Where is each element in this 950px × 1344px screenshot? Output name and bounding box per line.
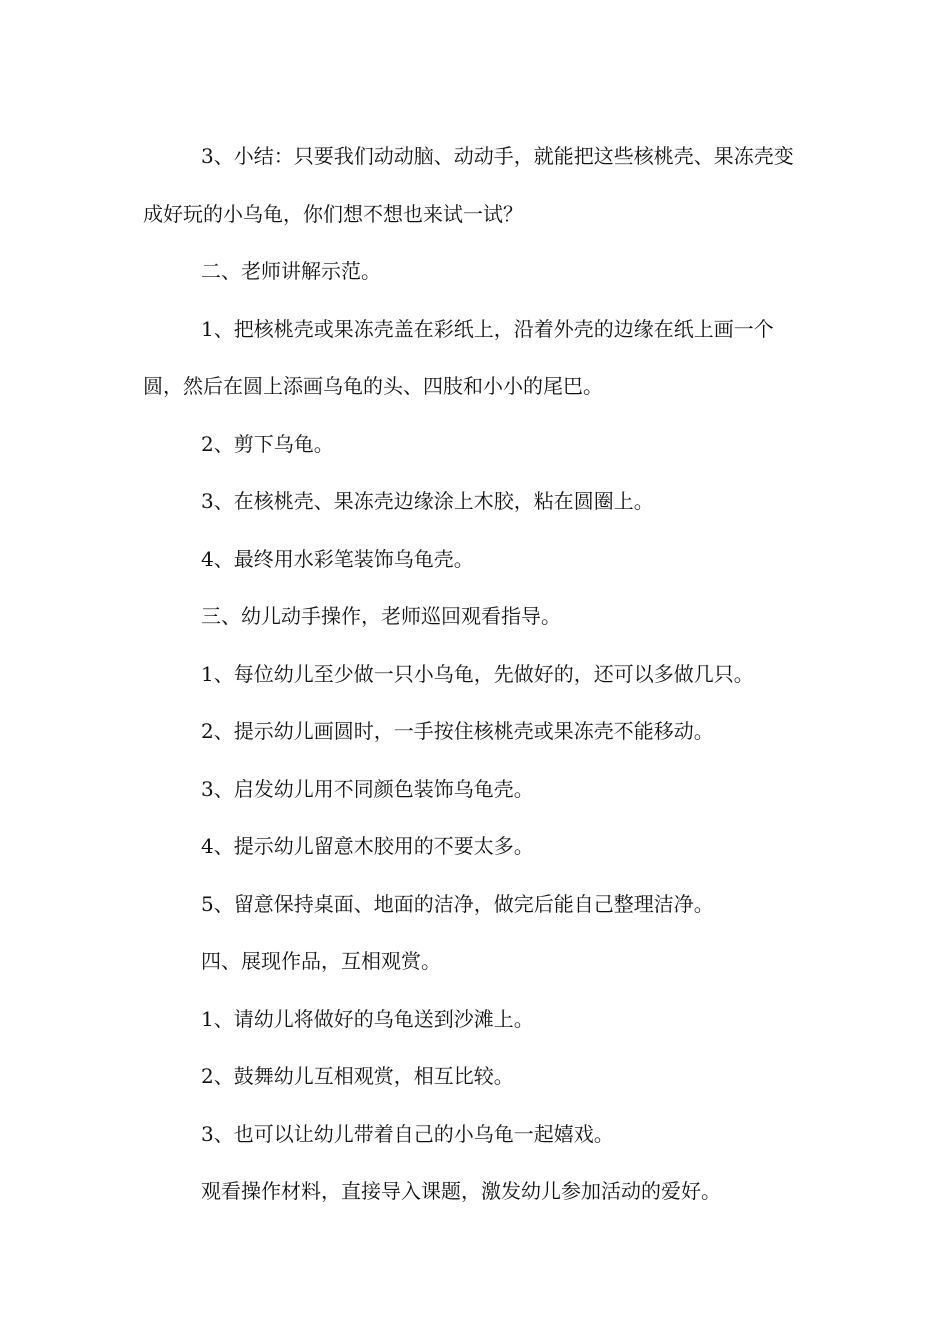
paragraph-show-3: 3、也可以让幼儿带着自己的小乌龟一起嬉戏。: [201, 1121, 614, 1146]
section-heading-4: 四、展现作品，互相观赏。: [201, 949, 441, 973]
paragraph-step-3: 3、在核桃壳、果冻壳边缘涂上木胶，粘在圆圈上。: [201, 489, 654, 513]
paragraph-show-1: 1、请幼儿将做好的乌龟送到沙滩上。: [201, 1006, 534, 1031]
paragraph-guide-5: 5、留意保持桌面、地面的洁净，做完后能自己整理洁净。: [201, 891, 714, 916]
paragraph-step-1: 1、把核桃壳或果冻壳盖在彩纸上，沿着外壳的边缘在纸上画一个圆，然后在圆上添画乌龟的头、四肢和小小的尾巴。: [143, 316, 774, 398]
document-body: [143, 128, 813, 1221]
paragraph-step-4: 4、最终用水彩笔装饰乌龟壳。: [201, 546, 474, 571]
paragraph-guide-4: 4、提示幼儿留意木胶用的不要太多。: [201, 834, 534, 858]
paragraph-guide-3: 3、启发幼儿用不同颜色装饰乌龟壳。: [201, 776, 534, 801]
section-heading-2: 二、老师讲解示范。: [201, 259, 381, 283]
paragraph-summary: 3、小结：只要我们动动脑、动动手，就能把这些核桃壳、果冻壳变成好玩的小乌龟，你们想不想也来试一试？: [143, 144, 794, 226]
paragraph-closing: 观看操作材料，直接导入课题，激发幼儿参加活动的爱好。: [201, 1179, 721, 1203]
paragraph-guide-1: 1、每位幼儿至少做一只小乌龟，先做好的，还可以多做几只。: [201, 661, 754, 686]
paragraph-guide-2: 2、提示幼儿画圆时，一手按住核桃壳或果冻壳不能移动。: [201, 719, 714, 743]
paragraph-step-2: 2、剪下乌龟。: [201, 431, 334, 456]
section-heading-3: 三、幼儿动手操作，老师巡回观看指导。: [201, 604, 561, 628]
paragraph-show-2: 2、鼓舞幼儿互相观赏，相互比较。: [201, 1064, 514, 1088]
